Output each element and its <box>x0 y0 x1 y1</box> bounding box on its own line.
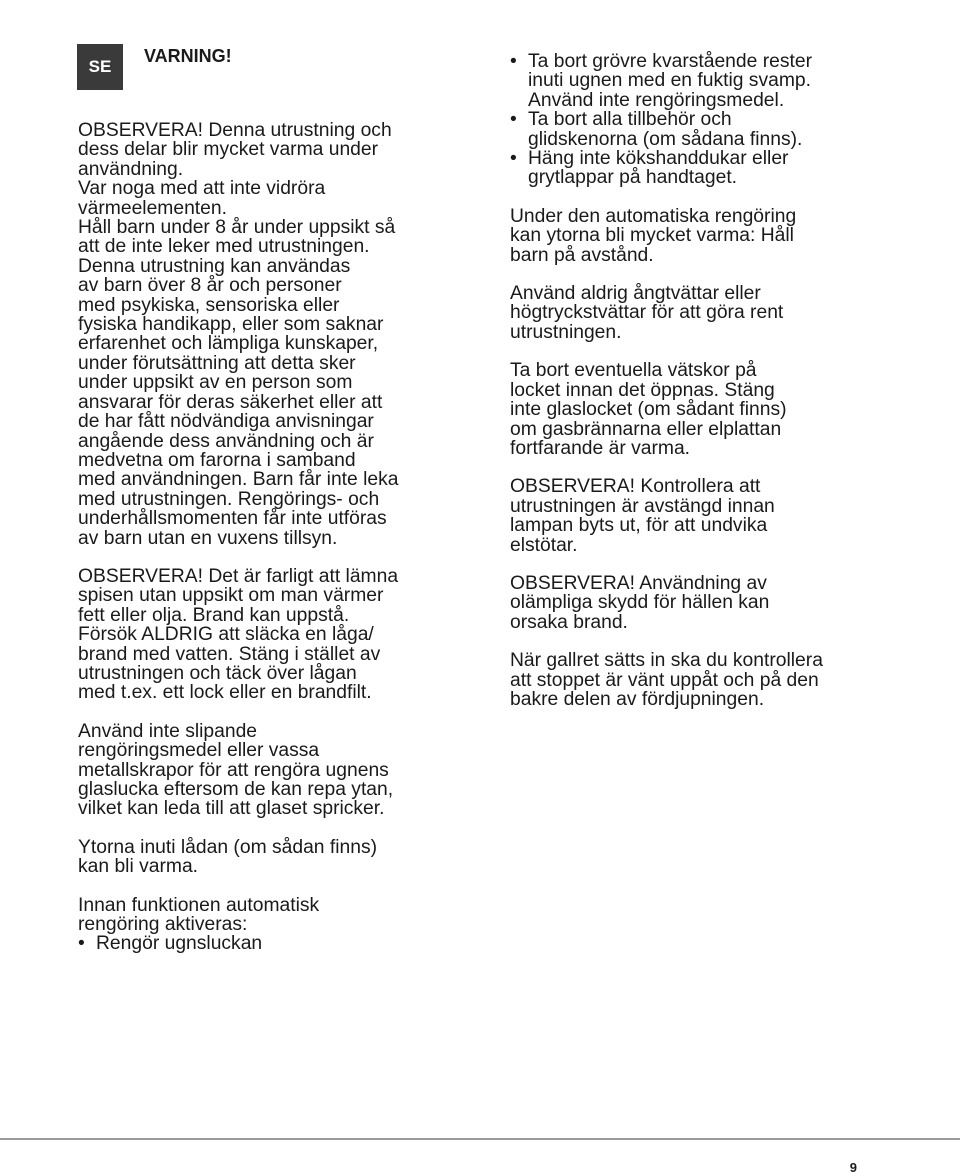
bullet-icon: • <box>78 933 85 955</box>
right-column <box>510 52 950 709</box>
bullet-icon: • <box>510 148 517 170</box>
paragraph-hot-during-cleaning: Under den automatiska rengöring kan ytorna bli mycket varma: Håll barn på avstånd. <box>510 205 797 266</box>
list-item <box>510 149 950 188</box>
page-number: 9 <box>849 1160 857 1175</box>
list-item-text: Rengör ugnsluckan <box>96 933 263 955</box>
paragraph-grill-rack: När gallret sätts in ska du kontrollera att stoppet är vänt uppåt och på den bakre delen av fördjupningen. <box>510 650 823 710</box>
paragraph-lamp-replacement: OBSERVERA! Kontrollera att utrustningen är avstängd innan lampan byts ut, för att undvika elstötar. <box>510 476 775 556</box>
left-column <box>78 121 478 954</box>
paragraph-hot-parts-children: OBSERVERA! Denna utrustning och dess delar blir mycket varma under användning. Var noga med att inte vidröra värmeelementen. Håll barn under 8 år under uppsikt så att de inte leker med utrustningen. Denna utrustning kan användas av barn över 8 år och personer med psykiska, sensoriska eller fysiska handikapp, eller som saknar erfarenhet och lämpliga kunskaper, under förutsättning att detta sker under uppsikt av en person som ansvarar för deras säkerhet eller att de har fått nödvändiga anvisningar angående dess användning och är medvetna om farorna i samband med användningen. Barn får inte leka med utrustningen. Rengörings- och underhållsmomenten får inte utföras av barn utan en vuxens tillsyn. <box>78 120 399 549</box>
self-cleaning-bullet-list-right <box>510 52 950 188</box>
footer-divider <box>0 1138 960 1140</box>
bullet-icon: • <box>510 51 517 72</box>
paragraph-lid-liquids: Ta bort eventuella vätskor på locket innan det öppnas. Stäng inte glaslocket (om sådant finns) om gasbrännarna eller elplattan fortfarande är varma. <box>510 360 787 459</box>
list-item-text: Ta bort alla tillbehör och glidskenorna (om sådana finns). <box>528 109 803 150</box>
warning-heading: VARNING! <box>144 46 232 66</box>
list-item <box>510 52 950 110</box>
bullet-icon: • <box>510 109 517 131</box>
list-item <box>78 934 478 953</box>
paragraph-abrasive-cleaners: Använd inte slipande rengöringsmedel eller vassa metallskrapor för att rengöra ugnens glaslucka eftersom de kan repa ytan, vilket kan leda till att glaset spricker. <box>78 720 394 820</box>
paragraph-fat-oil-fire: OBSERVERA! Det är farligt att lämna spisen utan uppsikt om man värmer fett eller olja. Brand kan uppstå. Försök ALDRIG att släcka en låga/ brand med vatten. Stäng i stället av utrustningen och täck över lågan med t.ex. ett lock eller en brandfilt. <box>78 565 399 704</box>
list-item <box>510 110 950 149</box>
self-cleaning-bullet-list-left <box>78 934 478 953</box>
language-badge: SE <box>77 44 123 90</box>
paragraph-hob-guards: OBSERVERA! Användning av olämpliga skydd för hällen kan orsaka brand. <box>510 572 770 633</box>
paragraph-no-steam-cleaners: Använd aldrig ångtvättar eller högtryckstvättar för att göra rent utrustningen. <box>510 283 784 343</box>
paragraph-self-cleaning-intro: Innan funktionen automatisk rengöring aktiveras: <box>78 894 320 936</box>
list-item-text: Ta bort grövre kvarstående rester inuti ugnen med en fuktig svamp. Använd inte rengöringsmedel. <box>528 51 812 111</box>
paragraph-drawer-surfaces: Ytorna inuti lådan (om sådan finns) kan bli varma. <box>78 836 378 878</box>
list-item-text: Häng inte kökshanddukar eller grytlappar på handtaget. <box>528 148 789 189</box>
